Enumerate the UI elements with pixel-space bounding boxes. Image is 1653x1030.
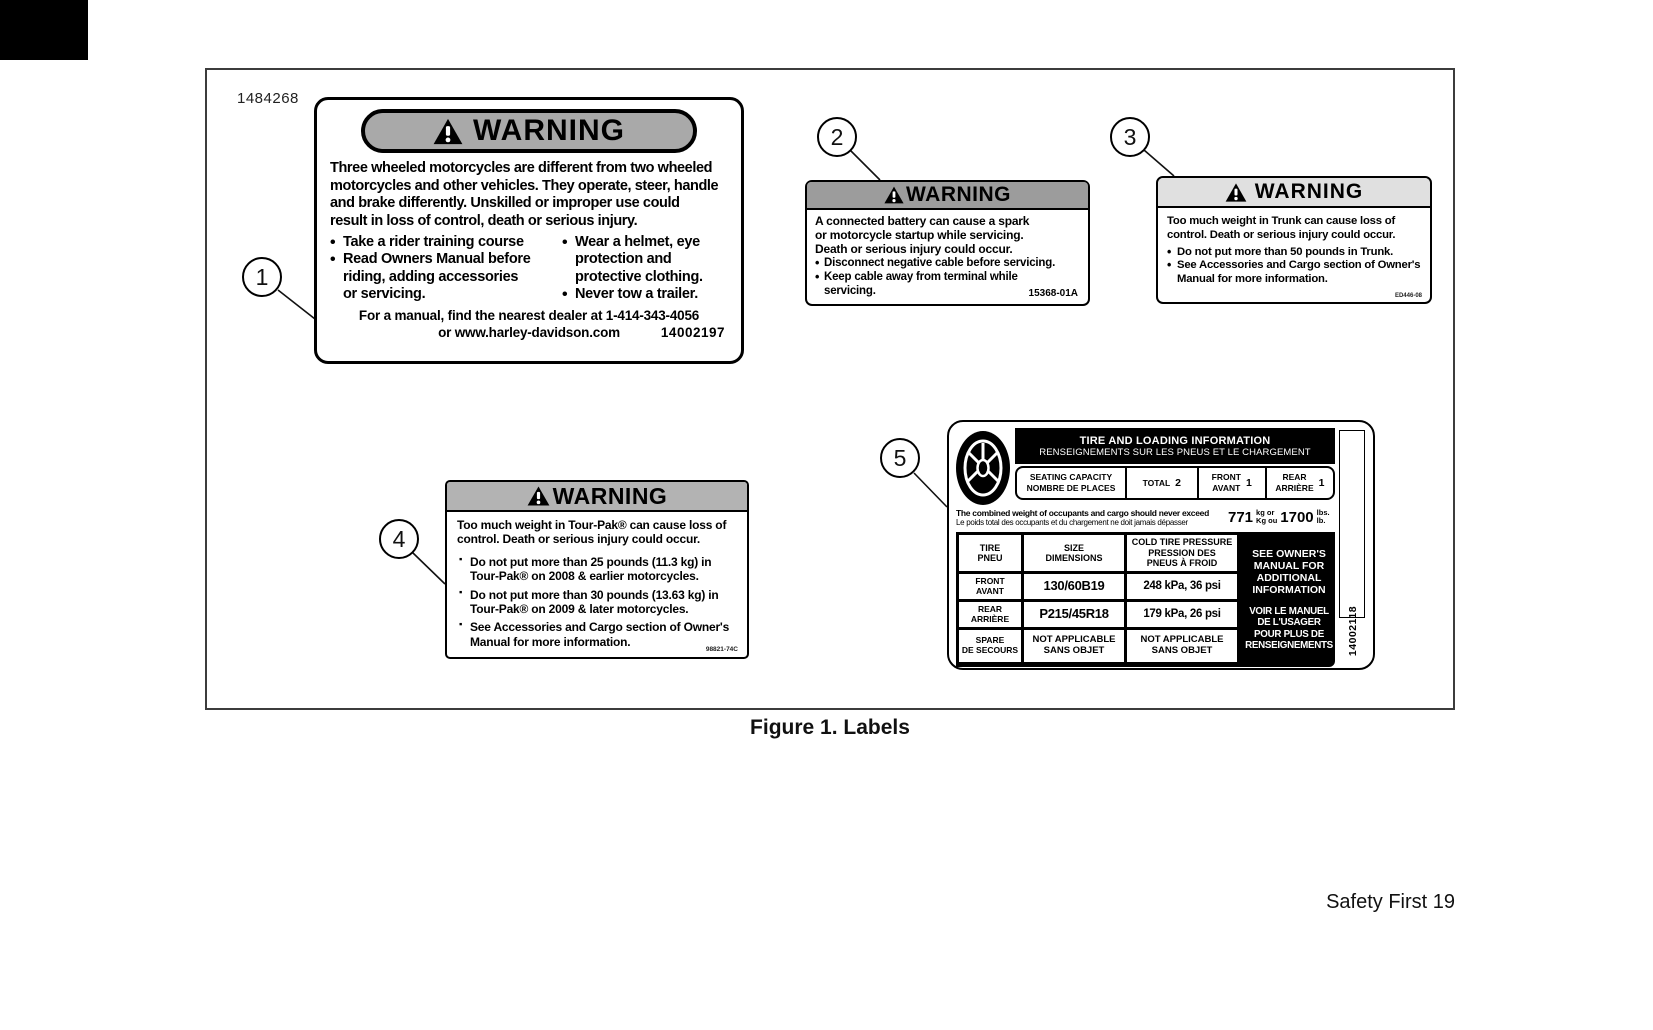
tire-loading-information-label bbox=[947, 420, 1375, 670]
part-number-vertical: 14002118 bbox=[1347, 605, 1360, 657]
warning-triangle-icon bbox=[1225, 183, 1247, 202]
table-row-spare-label: SPARE DE SECOURS bbox=[959, 630, 1021, 662]
bullet-item: • Wear a helmet, eye protection and protective clothing. bbox=[562, 234, 734, 286]
figure-frame bbox=[205, 68, 1455, 710]
warning-banner bbox=[447, 482, 747, 512]
page-corner-mark bbox=[0, 0, 88, 60]
table-row-front-label: FRONT AVANT bbox=[959, 574, 1021, 599]
weight-kg-value: 771 bbox=[1228, 508, 1254, 526]
part-number: 15368-01A bbox=[1028, 288, 1078, 299]
seating-total-cell: TOTAL 2 bbox=[1127, 468, 1199, 498]
warning-body: Too much weight in Trunk can cause loss of control. Death or serious injury could occur. bbox=[1167, 215, 1396, 241]
bullet-columns bbox=[330, 234, 741, 304]
table-row-rear-size: P215/45R18 bbox=[1024, 602, 1124, 627]
table-header-pressure: COLD TIRE PRESSURE PRESSION DES PNEUS À FROID bbox=[1127, 535, 1237, 571]
warning-label-battery bbox=[805, 180, 1090, 306]
website-line: or www.harley-davidson.com 14002197 bbox=[438, 325, 725, 341]
warning-label-three-wheeled bbox=[314, 97, 744, 364]
dealer-info-line: For a manual, find the nearest dealer at 1-414-343-4056 bbox=[358, 308, 700, 324]
warning-banner bbox=[361, 109, 697, 153]
callout-1: 1 bbox=[242, 257, 282, 297]
callout-5: 5 bbox=[880, 438, 920, 478]
figure-ref-number: 1484268 bbox=[237, 90, 299, 107]
warning-banner bbox=[807, 182, 1088, 210]
warning-title: WARNING bbox=[552, 482, 668, 509]
callout-4: 4 bbox=[379, 519, 419, 559]
bullet-item: • Read Owners Manual before riding, adding accessories or servicing. bbox=[330, 251, 562, 303]
warning-body: Three wheeled motorcycles are different from two wheeled motorcycles and other vehicles. They operate, steer, handle and brake differently. Unskilled or improper use could result in loss of control, death or serious injury. bbox=[330, 160, 719, 230]
table-row-spare-size: NOT APPLICABLE SANS OBJET bbox=[1024, 630, 1124, 662]
callout-2: 2 bbox=[817, 117, 857, 157]
page-footer: Safety First 19 bbox=[1326, 891, 1455, 913]
bullet-list bbox=[447, 547, 747, 649]
figure-caption: Figure 1. Labels bbox=[750, 716, 910, 739]
weight-values: 771 kg or Kg ou 1700 lbs. lb. bbox=[1228, 508, 1330, 526]
seating-front-cell: FRONT AVANT 1 bbox=[1199, 468, 1267, 498]
seating-capacity-cell: SEATING CAPACITY NOMBRE DE PLACES bbox=[1017, 468, 1127, 498]
combined-weight-statement: The combined weight of occupants and cargo should never exceed Le poids total des occupants et du chargement ne doit jamais dépasser 771 kg or Kg ou 1700 lbs. lb. bbox=[956, 507, 1330, 527]
warning-body: A connected battery can cause a spark or motorcycle startup while servicing. Death or serious injury could occur. bbox=[815, 214, 1030, 257]
bullet-item: • Keep cable away from terminal while servicing. bbox=[815, 271, 1082, 298]
table-row-rear-pressure: 179 kPa, 26 psi bbox=[1127, 602, 1237, 627]
blank-strip bbox=[1339, 430, 1365, 618]
warning-triangle-icon bbox=[884, 186, 904, 204]
warning-triangle-icon bbox=[527, 486, 550, 506]
table-row-rear-label: REAR ARRIÈRE bbox=[959, 602, 1021, 627]
warning-label-tour-pak bbox=[445, 480, 749, 659]
warning-title: WARNING bbox=[906, 183, 1011, 206]
warning-label-trunk bbox=[1156, 176, 1432, 304]
warning-banner bbox=[1158, 178, 1430, 208]
warning-title: WARNING bbox=[1254, 180, 1364, 203]
bullet-item: • See Accessories and Cargo section of Owner's Manual for more information. bbox=[1167, 259, 1424, 287]
bullet-item: • Do not put more than 50 pounds in Trunk. bbox=[1167, 246, 1424, 260]
bullet-item: ▪ Do not put more than 30 pounds (13.63 kg) in Tour-Pak® on 2009 & later motorcycles. bbox=[459, 588, 741, 617]
warning-body: Too much weight in Tour-Pak® can cause loss of control. Death or serious injury could occur. bbox=[457, 518, 727, 547]
part-number: 98821-74C bbox=[705, 646, 738, 653]
bullet-item: ▪ See Accessories and Cargo section of Owner's Manual for more information. bbox=[459, 620, 741, 649]
bullet-column-right bbox=[562, 234, 734, 304]
weight-lb-value: 1700 bbox=[1280, 508, 1314, 526]
seating-rear-cell: REAR ARRIÈRE 1 bbox=[1275, 472, 1325, 493]
table-header-size: SIZE DIMENSIONS bbox=[1024, 535, 1124, 571]
table-row-front-size: 130/60B19 bbox=[1024, 574, 1124, 599]
warning-triangle-icon bbox=[433, 118, 463, 145]
bullet-item: • Disconnect negative cable before servicing. bbox=[815, 257, 1082, 271]
bullet-item: • Never tow a trailer. bbox=[562, 286, 734, 303]
see-owners-manual-panel: SEE OWNER'S MANUAL FOR ADDITIONAL INFORMATION VOIR LE MANUEL DE L'USAGER POUR PLUS DE RENSEIGNEMENTS bbox=[1243, 532, 1335, 667]
seating-capacity-row bbox=[1015, 466, 1335, 500]
table-header-tire: TIRE PNEU bbox=[959, 535, 1021, 571]
bullet-column-left bbox=[330, 234, 562, 304]
part-number: 14002197 bbox=[660, 325, 725, 341]
tire-label-title: TIRE AND LOADING INFORMATION RENSEIGNEMENTS SUR LES PNEUS ET LE CHARGEMENT bbox=[1015, 428, 1335, 464]
warning-title: WARNING bbox=[473, 114, 625, 147]
part-number: ED446-08 bbox=[1394, 293, 1422, 299]
table-row-spare-pressure: NOT APPLICABLE SANS OBJET bbox=[1127, 630, 1237, 662]
callout-3: 3 bbox=[1110, 117, 1150, 157]
bullet-list bbox=[1158, 243, 1430, 287]
table-row-front-pressure: 248 kPa, 36 psi bbox=[1127, 574, 1237, 599]
tire-pressure-table bbox=[956, 532, 1243, 667]
bullet-item: • Take a rider training course bbox=[330, 234, 562, 251]
tire-icon bbox=[955, 430, 1011, 511]
bullet-item: ▪ Do not put more than 25 pounds (11.3 kg) in Tour-Pak® on 2008 & earlier motorcycles. bbox=[459, 555, 741, 584]
